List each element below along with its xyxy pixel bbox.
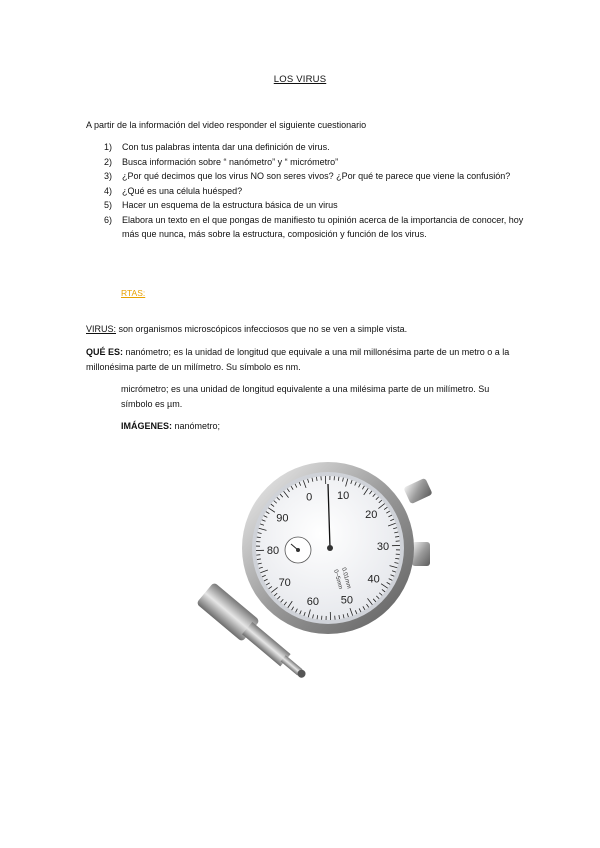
- answers-label: RTAS:: [121, 288, 146, 298]
- item-number: 2): [104, 156, 113, 167]
- item-number: 1): [104, 142, 113, 152]
- que-es-definition: [86, 345, 516, 375]
- imagenes-heading: [121, 419, 521, 434]
- dial-indicator-image: [148, 462, 448, 692]
- dial-number: 80: [266, 544, 280, 557]
- list-item: [104, 155, 524, 170]
- dial-number: 0: [306, 491, 313, 504]
- item-text: ¿Por qué decimos que los virus NO son seres vivos? ¿Por qué te parece que viene la confusión?: [122, 171, 511, 181]
- que-es-label: QUÉ ES:: [86, 347, 124, 357]
- dial-number: 30: [376, 541, 390, 554]
- virus-label: VIRUS:: [86, 324, 117, 334]
- dial-number: 20: [365, 509, 378, 522]
- item-text: Con tus palabras intenta dar una definición de virus.: [122, 142, 330, 152]
- dial-indicator-svg: [148, 462, 448, 692]
- item-text: Busca información sobre “ nanómetro” y “ micrómetro”: [122, 156, 339, 167]
- micrometro-definition: micrómetro; es una unidad de longitud equivalente a una milésima parte de un milímetro. Su símbolo es µm.: [121, 384, 490, 409]
- item-number: 4): [104, 185, 113, 196]
- que-es-text: nanómetro; es la unidad de longitud que equivale a una mil millonésima parte de un metro o a la millonésima parte de un milímetro. Su símbolo es nm.: [86, 347, 510, 372]
- dial-number: 10: [336, 490, 350, 503]
- virus-text: son organismos microscópicos infecciosos que no se ven a simple vista.: [116, 324, 408, 334]
- document-title: LOS VIRUS: [273, 74, 327, 85]
- list-item: [104, 140, 524, 155]
- item-text: Hacer un esquema de la estructura básica de un virus: [122, 200, 338, 210]
- dial-number: 50: [340, 594, 353, 607]
- question-list: [104, 140, 524, 242]
- intro-text: A partir de la información del video responder el siguiente cuestionario: [86, 120, 367, 130]
- imagenes-label: IMÁGENES:: [121, 421, 173, 431]
- list-item: [104, 198, 524, 213]
- list-item: [104, 169, 524, 184]
- item-number: 5): [104, 200, 113, 210]
- dial-number: 60: [306, 595, 320, 608]
- dial-number: 70: [278, 576, 291, 589]
- gauge-text-1: 0.01mm: [340, 566, 352, 590]
- imagenes-text: nanómetro;: [172, 421, 221, 431]
- item-text: ¿Qué es una célula huésped?: [122, 185, 243, 196]
- item-number: 6): [104, 214, 113, 225]
- dial-number: 90: [276, 512, 289, 525]
- item-text: Elabora un texto en el que pongas de manifiesto tu opinión acerca de la importancia de conocer, hoy más que nunca, más sobre la estructura, composición y función de los virus.: [122, 214, 524, 239]
- gauge-text-2: 0~5mm: [332, 568, 344, 591]
- item-number: 3): [104, 171, 113, 181]
- list-item: [104, 213, 524, 242]
- virus-definition: [86, 322, 526, 337]
- dial-number: 40: [367, 573, 380, 586]
- list-item: [104, 184, 524, 199]
